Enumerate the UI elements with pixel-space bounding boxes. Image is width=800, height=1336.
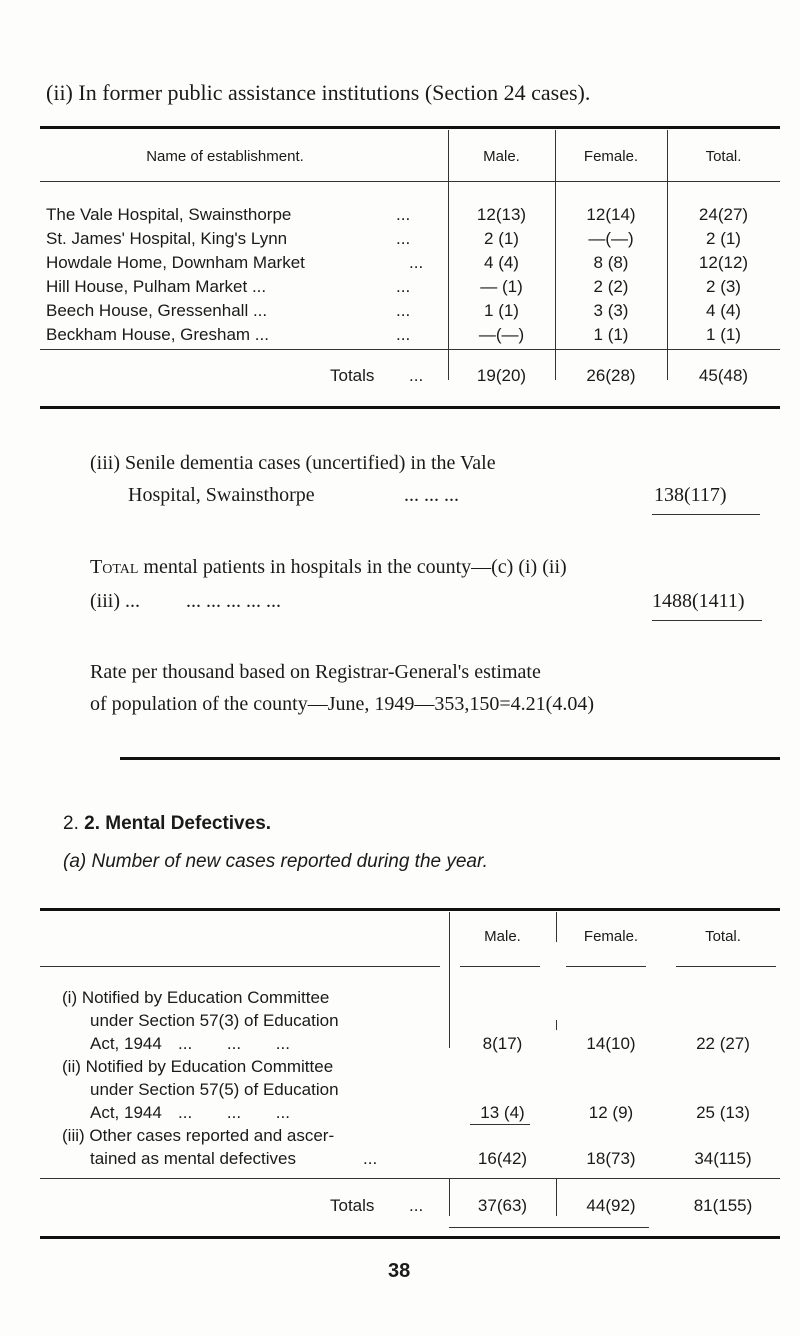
leader-dots: ... [409, 1196, 424, 1215]
table-row-male: 1 (1) [484, 301, 519, 320]
section-2-subheading: (a) Number of new cases reported during the year. [63, 851, 488, 872]
table-row-male: 13 (4) [480, 1103, 525, 1122]
table-row-line: (ii) Notified by Education Committee [62, 1057, 334, 1076]
section-iii-line1: (iii) Senile dementia cases (uncertified) in the Vale [90, 452, 496, 474]
table-row-line: (iii) Other cases reported and ascer- [62, 1126, 335, 1145]
table1-header-female: Female. [583, 148, 639, 165]
table-row-name: Hill House, Pulham Market ... [46, 277, 267, 296]
leader-dots: ... [396, 205, 411, 224]
rate-line1: Rate per thousand based on Registrar-General's estimate [90, 661, 541, 683]
leader-dots: ... ... ... [178, 1034, 290, 1053]
table2-header-rule [676, 966, 776, 967]
table-row-line: tained as mental defectives [90, 1149, 297, 1168]
table-row-male: —(—) [478, 325, 525, 344]
table2-header-rule [40, 966, 440, 967]
table2-header-male: Male. [484, 928, 521, 945]
total-mental-text: mental patients in hospitals in the county—(c) (i) (ii) [143, 556, 567, 578]
table1-header-rule [40, 181, 780, 182]
table-row-line: Act, 1944 [90, 1103, 162, 1122]
table-row-female: 1 (1) [593, 325, 629, 344]
section-iii-value: 138(117) [654, 484, 727, 506]
table-row-total: 24(27) [698, 205, 749, 224]
table-row-male: 12(13) [476, 205, 527, 224]
section-2-title: 2. Mental Defectives. [84, 813, 272, 834]
table-row-female: —(—) [588, 229, 634, 248]
table-row-male: 8(17) [482, 1034, 523, 1053]
table2-totals-female: 44(92) [586, 1196, 636, 1215]
section-2-heading: 2. 2. Mental Defectives. [63, 813, 272, 834]
table-row-line: under Section 57(5) of Education [90, 1080, 339, 1099]
table2-header-rule [460, 966, 540, 967]
total-mental-line2-label: (iii) ... [90, 590, 140, 612]
table2-bottom-rule [40, 1236, 780, 1239]
table2-totals-underline [449, 1227, 649, 1228]
table1-totals-total: 45(48) [698, 366, 749, 385]
table-row-male: 4 (4) [484, 253, 519, 272]
table-row-total: 22 (27) [696, 1034, 750, 1053]
table1-totals-male: 19(20) [476, 366, 527, 385]
section-iii-line2: Hospital, Swainsthorpe [128, 484, 315, 506]
total-mental-underline [652, 620, 762, 621]
table-row-total: 12(12) [698, 253, 749, 272]
table-row-female: 14(10) [586, 1034, 636, 1053]
table-row-total: 2 (3) [706, 277, 741, 296]
leader-dots: ... [396, 301, 411, 320]
table-row-line: under Section 57(3) of Education [90, 1011, 339, 1030]
section-ii-heading: (ii) In former public assistance institutions (Section 24 cases). [46, 80, 591, 105]
table-row-name: Beech House, Gressenhall ... [46, 301, 268, 320]
table-row-name: Beckham House, Gresham ... [46, 325, 269, 344]
table-row-total: 2 (1) [706, 229, 741, 248]
table-row-name: Howdale Home, Downham Market [46, 253, 305, 272]
table1-header-male: Male. [483, 148, 520, 165]
table-row-line: Act, 1944 [90, 1034, 162, 1053]
table-row-female: 3 (3) [593, 301, 629, 320]
table-row-female: 18(73) [586, 1149, 636, 1168]
table1-top-rule [40, 126, 780, 129]
table-row-female: 8 (8) [593, 253, 629, 272]
leader-dots: ... [363, 1149, 378, 1168]
section-iii-underline [652, 514, 760, 515]
leader-dots: ... [396, 229, 411, 248]
page-number: 38 [388, 1260, 411, 1282]
table1-totals-rule [40, 349, 780, 350]
table2-header-female: Female. [583, 928, 639, 945]
leader-dots: ... ... ... ... ... [186, 590, 281, 612]
table-row-name: St. James' Hospital, King's Lynn [46, 229, 288, 248]
table-row-total: 34(115) [694, 1149, 752, 1168]
table2-totals-label: Totals [330, 1196, 375, 1215]
table-row-female: 2 (2) [593, 277, 629, 296]
table-row-male: — (1) [480, 277, 523, 296]
leader-dots: ... [409, 253, 424, 272]
total-mental-prefix: Total [90, 556, 139, 578]
table-row-male: 16(42) [477, 1149, 528, 1168]
table-row-total: 1 (1) [706, 325, 741, 344]
leader-dots: ... ... ... [178, 1103, 290, 1122]
table1-totals-label: Totals [330, 366, 375, 385]
table-row-line: (i) Notified by Education Committee [62, 988, 330, 1007]
table2-totals-male: 37(63) [477, 1196, 528, 1215]
total-mental-value: 1488(1411) [652, 590, 745, 612]
total-mental-line1 [90, 556, 567, 579]
leader-dots: ... ... ... [404, 484, 459, 506]
table-row-name: The Vale Hospital, Swainsthorpe [46, 205, 292, 224]
table1-totals-female: 26(28) [586, 366, 636, 385]
table-row-total: 25 (13) [696, 1103, 750, 1122]
table1-header-total: Total. [705, 148, 742, 165]
table2-totals-total: 81(155) [693, 1196, 753, 1215]
table2-header-rule [566, 966, 646, 967]
rate-line2: of population of the county—June, 1949—353,150=4.21(4.04) [90, 693, 594, 715]
leader-dots: ... [396, 325, 411, 344]
table-row-total: 4 (4) [706, 301, 741, 320]
table2-col-divider [556, 1020, 557, 1030]
table-row-female: 12 (9) [588, 1103, 634, 1122]
table-row-male: 2 (1) [484, 229, 519, 248]
leader-dots: ... [396, 277, 411, 296]
table1-bottom-rule [40, 406, 780, 409]
table-row-female: 12(14) [586, 205, 636, 224]
male-underline [470, 1124, 530, 1125]
table1-header-name: Name of establishment. [146, 148, 304, 165]
section-divider-rule [120, 757, 780, 760]
table2-top-rule [40, 908, 780, 911]
table2-header-total: Total. [705, 928, 741, 945]
table2-totals-rule [40, 1178, 780, 1179]
leader-dots: ... [409, 366, 424, 385]
